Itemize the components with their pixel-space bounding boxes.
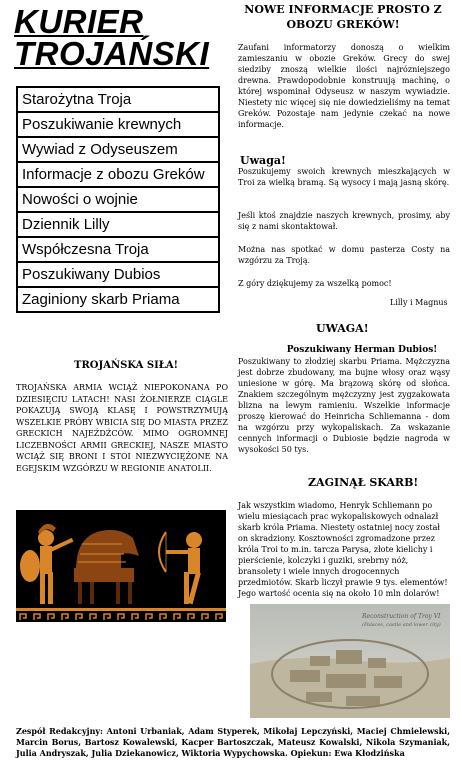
menu-item-poszukiwany-dubios[interactable]: Poszukiwany Dubios	[18, 263, 218, 288]
masthead	[14, 3, 234, 72]
news-headline: NOWE INFORMACJE PROSTO Z OBOZU GREKÓW!	[244, 3, 442, 31]
masthead-line-1: KURIER	[14, 3, 144, 40]
menu-item-wspolczesna-troja[interactable]: Współczesna Troja	[18, 238, 218, 263]
menu-item-wywiad[interactable]: Wywiad z Odyseuszem	[18, 138, 218, 163]
editorial-team-footer: Zespół Redakcyjny: Antoni Urbaniak, Adam Styperek, Mikołaj Lepczyński, Maciej Chmielewski, Marcin Borus, Bartosz Kowalewski, Kacper Bartoszczak, Mateusz Kowalski, Nikola Szymaniak, Julia Andryszak, Julia Dziekanowicz, Wiktoria Wypychowska. Opiekun: Ewa Kłodzińska	[16, 726, 450, 758]
menu-item-dziennik-lilly[interactable]: Dziennik Lilly	[18, 213, 218, 238]
menu-item-starozytna-troja[interactable]: Starożytna Troja	[18, 88, 218, 113]
troy-caption-line-2: (Palaces, castle and lower city)	[362, 622, 441, 628]
treasure-body: Jak wszystkim wiadomo, Henryk Schliemann po wielu miesiącach prac wykopaliskowych odnalazł skarb króla Priama. Niestety ostatniej nocy został on skradziony. Kosztowności zgromadzone przez króla Troi to m.in. tarcza Parysa, złote kielichy i pierścienie, kolczyki i guziki, srebrny nóż, bransolety i wiele innych drogocennych przedmiotów. Skarb liczył prawie 9 tys. elementów! Jego wartość ocenia się na około 10 mln dolarów!	[238, 501, 448, 598]
notice-paragraph-4: Z góry dziękujemy za wszelką pomoc!	[238, 279, 392, 288]
wanted-heading: UWAGA!	[316, 322, 369, 335]
news-body: Zaufani informatorzy donoszą o wielkim zamieszaniu w obozie Greków. Grecy do swej siedziby znoszą wielkie ilości najrózniejszego drewna. Prawdopodobnie konstruują machinę, o której wspominał Odyseusz w naszym wywiadzie. Niestety nic więcej się nie dowiedzieliśmy na temat Greków. Pozostaje nam jedynie czekać na nowe informacje.	[238, 43, 450, 129]
notice-signature: Lilly i Magnus	[390, 298, 448, 307]
notice-paragraph-2: Jeśli ktoś znajdzie naszych krewnych, prosimy, aby się z nami skontaktował.	[238, 211, 450, 231]
treasure-heading: ZAGINĄŁ SKARB!	[308, 476, 419, 489]
troy-caption-line-1: Reconstruction of Troy VI	[362, 613, 441, 620]
notice-paragraph-3: Można nas spotkać w domu pasterza Costy na wzgórzu za Troją.	[238, 245, 450, 265]
section-menu	[16, 86, 220, 313]
greek-vase-illustration	[16, 510, 226, 622]
sila-body: TROJAŃSKA ARMIA WCIĄŻ NIEPOKONANA PO DZIESIĘCIU LATACH! NASI ŻOŁNIERZE CIĄGLE POKAZUJĄ SWOJĄ KLASĘ I POWSTRZYMUJĄ WSZELKIE PRÓBY WBICIA SIĘ DO MIASTA PRZEZ GRECKICH NAJEŹDŹCÓW. MIMO OGROMNEJ LICZEBNOŚCI ARMII GRECKIEJ, NASZE MIASTO WCIĄŻ SIĘ BRONI I STOI NIEZWYCIĘŻONE NA EGEJSKIM WZGÓRZU W REGIONIE ANATOLII.	[16, 383, 228, 473]
menu-item-poszukiwanie-krewnych[interactable]: Poszukiwanie krewnych	[18, 113, 218, 138]
wanted-body: Poszukiwany to złodziej skarbu Priama. Mężczyzna jest dobrze zbudowany, ma bujne włosy oraz wąsy uniesione w górę. Ma brązową skórę od słońca. Znakiem szczególnym mężczyzny jest zygzakowata blizna na lewym ramieniu. Wszelkie informacje proszę kierować do Heinricha Schliemanna - dom na wzgórzu przy wykopaliskach. Za wskazanie cennych informacji o Dubiosie będzie nagroda w wysokości 50 tys.	[238, 357, 450, 454]
notice-paragraph-1: Poszukujemy swoich krewnych mieszkających w Troi za wielką bramą. Są wysocy i mają jasną skórę.	[238, 167, 450, 187]
menu-item-informacje-z-obozu[interactable]: Informacje z obozu Greków	[18, 163, 218, 188]
wanted-subtitle: Poszukiwany Herman Dubios!	[286, 345, 438, 355]
troy-reconstruction-image	[250, 604, 450, 718]
menu-item-zaginiony-skarb[interactable]: Zaginiony skarb Priama	[22, 291, 180, 308]
menu-item-nowosci-o-wojnie[interactable]: Nowości o wojnie	[18, 188, 218, 213]
masthead-line-2: TROJAŃSKI	[14, 35, 210, 72]
notice-heading: Uwaga!	[240, 154, 286, 167]
sila-heading: TROJAŃSKA SIŁA!	[74, 360, 178, 371]
